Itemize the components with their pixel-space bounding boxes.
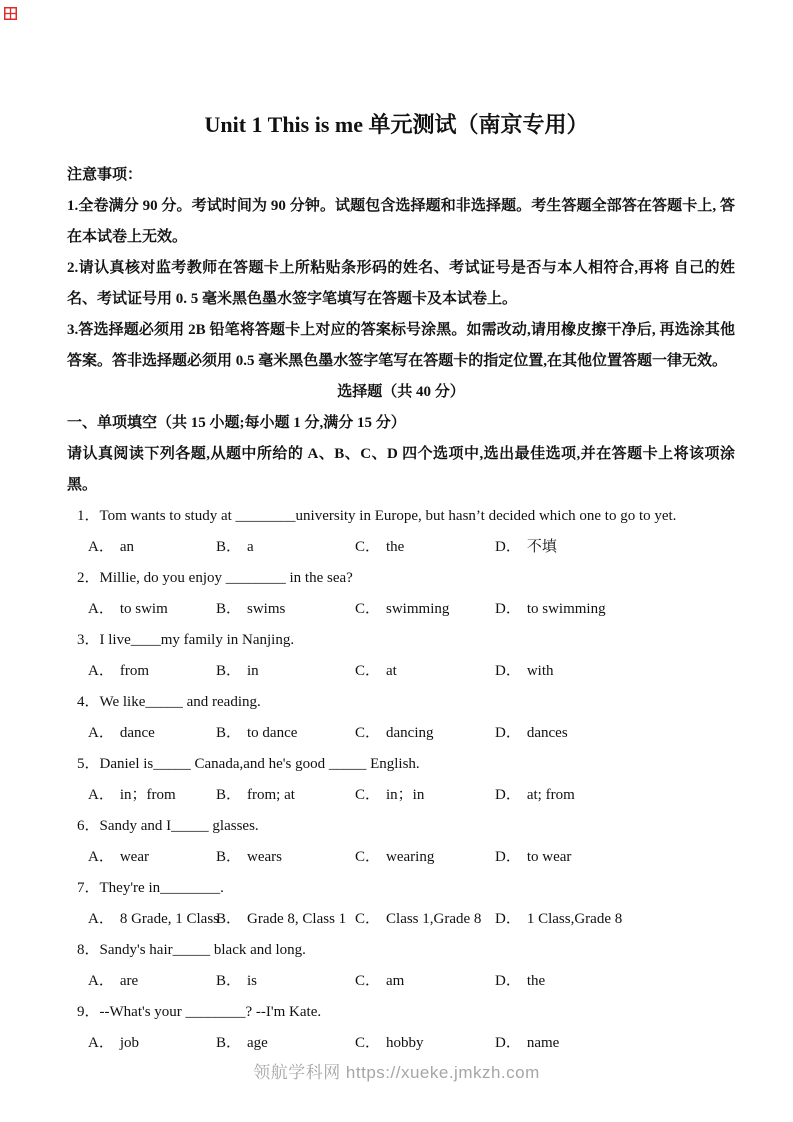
question-line bbox=[67, 687, 735, 718]
question-line bbox=[67, 811, 735, 842]
notice-heading: 注意事项： bbox=[67, 167, 143, 183]
option-label: B． bbox=[216, 849, 242, 865]
option-text: at bbox=[386, 663, 397, 679]
question-item bbox=[67, 563, 735, 625]
option bbox=[216, 718, 355, 749]
option bbox=[355, 656, 495, 687]
option bbox=[88, 532, 216, 563]
options-row bbox=[67, 718, 735, 749]
question-text: Millie, do you enjoy ________ in the sea? bbox=[99, 570, 353, 586]
option-label: B． bbox=[216, 601, 242, 617]
question-number: 8． bbox=[77, 942, 100, 958]
option-text: wears bbox=[247, 849, 282, 865]
option-label: A． bbox=[88, 725, 114, 741]
option-text: dances bbox=[526, 725, 568, 741]
option-text: dancing bbox=[386, 725, 434, 741]
footer-watermark bbox=[0, 1062, 793, 1084]
option bbox=[495, 780, 735, 811]
question-item bbox=[67, 625, 735, 687]
option-text: 8 Grade, 1 Class bbox=[119, 911, 219, 927]
page-title: Unit 1 This is me 单元测试（南京专用） bbox=[204, 112, 589, 137]
option-label: C． bbox=[355, 725, 381, 741]
option-label: D． bbox=[495, 973, 521, 989]
option-text: from bbox=[119, 663, 150, 679]
option-text: Class 1,Grade 8 bbox=[386, 911, 482, 927]
options-row bbox=[67, 1028, 735, 1059]
option bbox=[495, 842, 735, 873]
option-text: to swim bbox=[119, 601, 168, 617]
option-label: A． bbox=[88, 849, 114, 865]
notice-item-1: 1.全卷满分 90 分。考试时间为 90 分钟。试题包含选择题和非选择题。考生答题全部答在答题卡上, 答在本试卷上无效。 bbox=[67, 198, 735, 245]
option bbox=[88, 1028, 216, 1059]
options-row bbox=[67, 904, 735, 935]
option-label: C． bbox=[355, 1035, 381, 1051]
option-label: A． bbox=[88, 973, 114, 989]
option-label: D． bbox=[495, 911, 521, 927]
option bbox=[355, 966, 495, 997]
question-line bbox=[67, 935, 735, 966]
option-label: A． bbox=[88, 787, 114, 803]
option-text: swimming bbox=[386, 601, 450, 617]
option bbox=[88, 904, 219, 935]
option bbox=[355, 904, 495, 935]
option bbox=[216, 594, 355, 625]
question-line bbox=[67, 501, 735, 532]
option-label: D． bbox=[495, 725, 521, 741]
option-text: 不填 bbox=[526, 539, 557, 555]
option-label: B． bbox=[216, 663, 242, 679]
option-text: Grade 8, Class 1 bbox=[247, 911, 347, 927]
option-label: C． bbox=[355, 973, 381, 989]
option-text: hobby bbox=[386, 1035, 424, 1051]
option bbox=[495, 656, 735, 687]
part-heading: 一、单项填空（共 15 小题;每小题 1 分,满分 15 分） bbox=[67, 415, 406, 431]
option-label: D． bbox=[495, 663, 521, 679]
option bbox=[88, 594, 216, 625]
option-text: am bbox=[386, 973, 405, 989]
question-text: Tom wants to study at ________university in Europe, but hasn’t decided which one to go to yet. bbox=[99, 508, 677, 524]
option-label: B． bbox=[216, 973, 242, 989]
option bbox=[216, 904, 355, 935]
option-text: a bbox=[247, 539, 254, 555]
option-text: wear bbox=[119, 849, 149, 865]
question-line bbox=[67, 749, 735, 780]
option-text: swims bbox=[247, 601, 286, 617]
option-label: C． bbox=[355, 849, 381, 865]
option bbox=[355, 594, 495, 625]
question-item bbox=[67, 873, 735, 935]
option-text: dance bbox=[119, 725, 155, 741]
options-row bbox=[67, 966, 735, 997]
question-line bbox=[67, 563, 735, 594]
question-line bbox=[67, 625, 735, 656]
question-number: 4． bbox=[77, 694, 100, 710]
option bbox=[216, 966, 355, 997]
instructions: 请认真阅读下列各题,从题中所给的 A、B、C、D 四个选项中,选出最佳选项,并在答题卡上将该项涂黑。 bbox=[67, 446, 735, 493]
question-text: --What's your ________? --I'm Kate. bbox=[99, 1004, 322, 1020]
question-line bbox=[67, 873, 735, 904]
option-text: to dance bbox=[247, 725, 298, 741]
option-label: B． bbox=[216, 787, 242, 803]
question-number: 2． bbox=[77, 570, 100, 586]
option-label: A． bbox=[88, 663, 114, 679]
options-row bbox=[67, 842, 735, 873]
option-text: an bbox=[119, 539, 135, 555]
footer-text: 领航学科网 https://xueke.jmkzh.com bbox=[253, 1063, 540, 1082]
option-label: C． bbox=[355, 539, 381, 555]
question-number: 6． bbox=[77, 818, 100, 834]
option-text: to swimming bbox=[526, 601, 606, 617]
option-label: B． bbox=[216, 725, 242, 741]
option bbox=[88, 718, 216, 749]
option-text: are bbox=[119, 973, 139, 989]
option-label: C． bbox=[355, 663, 381, 679]
notice-item-2: 2.请认真核对监考教师在答题卡上所粘贴条形码的姓名、考试证号是否与本人相符合,再将 自己的姓名、考试证号用 0. 5 毫米黑色墨水签字笔填写在答题卡及本试卷上。 bbox=[67, 260, 735, 307]
option bbox=[88, 780, 216, 811]
option-label: A． bbox=[88, 601, 114, 617]
section-heading: 选择题（共 40 分） bbox=[337, 384, 465, 400]
question-item bbox=[67, 501, 735, 563]
option-label: D． bbox=[495, 601, 521, 617]
option-text: job bbox=[119, 1035, 140, 1051]
option bbox=[495, 594, 735, 625]
option-label: D． bbox=[495, 849, 521, 865]
option bbox=[355, 718, 495, 749]
option-text: with bbox=[526, 663, 554, 679]
options-row bbox=[67, 780, 735, 811]
option-label: C． bbox=[355, 601, 381, 617]
option bbox=[88, 656, 216, 687]
question-text: They're in________. bbox=[99, 880, 224, 896]
option bbox=[88, 966, 216, 997]
document-body bbox=[67, 160, 735, 1059]
option-label: A． bbox=[88, 1035, 114, 1051]
option bbox=[216, 532, 355, 563]
option bbox=[495, 966, 735, 997]
option-label: D． bbox=[495, 1035, 521, 1051]
option bbox=[355, 842, 495, 873]
question-number: 3． bbox=[77, 632, 100, 648]
option-label: C． bbox=[355, 787, 381, 803]
question-list bbox=[67, 501, 735, 1059]
option-text: the bbox=[386, 539, 405, 555]
notice-item-3: 3.答选择题必须用 2B 铅笔将答题卡上对应的答案标号涂黑。如需改动,请用橡皮擦干净后, 再选涂其他答案。答非选择题必须用 0.5 毫米黑色墨水签字笔写在答题卡的指定位置,在其他位置答题一律无效。 bbox=[67, 322, 735, 369]
option bbox=[216, 780, 355, 811]
option-text: wearing bbox=[386, 849, 435, 865]
option-text: in；from bbox=[119, 787, 176, 803]
red-corner-icon bbox=[4, 7, 17, 20]
option bbox=[88, 842, 216, 873]
question-number: 9． bbox=[77, 1004, 100, 1020]
question-number: 1． bbox=[77, 508, 100, 524]
option-label: D． bbox=[495, 539, 521, 555]
option bbox=[355, 1028, 495, 1059]
option bbox=[495, 904, 735, 935]
option bbox=[495, 1028, 735, 1059]
option-text: the bbox=[526, 973, 546, 989]
option-label: B． bbox=[216, 539, 242, 555]
option-text: at; from bbox=[526, 787, 575, 803]
option-label: B． bbox=[216, 911, 242, 927]
option-label: B． bbox=[216, 1035, 242, 1051]
option bbox=[216, 842, 355, 873]
options-row bbox=[67, 594, 735, 625]
option bbox=[216, 656, 355, 687]
option bbox=[495, 532, 735, 563]
question-text: We like_____ and reading. bbox=[99, 694, 261, 710]
question-text: I live____my family in Nanjing. bbox=[99, 632, 295, 648]
option bbox=[355, 532, 495, 563]
option-text: in；in bbox=[386, 787, 425, 803]
question-item bbox=[67, 935, 735, 997]
option-text: age bbox=[247, 1035, 268, 1051]
options-row bbox=[67, 532, 735, 563]
options-row bbox=[67, 656, 735, 687]
option-text: from; at bbox=[247, 787, 295, 803]
question-item bbox=[67, 749, 735, 811]
question-line bbox=[67, 997, 735, 1028]
question-number: 5． bbox=[77, 756, 100, 772]
option-label: A． bbox=[88, 911, 114, 927]
option-text: is bbox=[247, 973, 258, 989]
option bbox=[355, 780, 495, 811]
question-item bbox=[67, 687, 735, 749]
option-label: C． bbox=[355, 911, 381, 927]
question-text: Daniel is_____ Canada,and he's good _____ English. bbox=[99, 756, 420, 772]
option-label: D． bbox=[495, 787, 521, 803]
option bbox=[216, 1028, 355, 1059]
question-text: Sandy's hair_____ black and long. bbox=[99, 942, 306, 958]
option bbox=[495, 718, 735, 749]
option-text: 1 Class,Grade 8 bbox=[526, 911, 623, 927]
option-text: name bbox=[526, 1035, 560, 1051]
option-text: in bbox=[247, 663, 259, 679]
option-text: to wear bbox=[526, 849, 572, 865]
question-item bbox=[67, 811, 735, 873]
question-number: 7． bbox=[77, 880, 100, 896]
question-text: Sandy and I_____ glasses. bbox=[99, 818, 259, 834]
option-label: A． bbox=[88, 539, 114, 555]
question-item bbox=[67, 997, 735, 1059]
